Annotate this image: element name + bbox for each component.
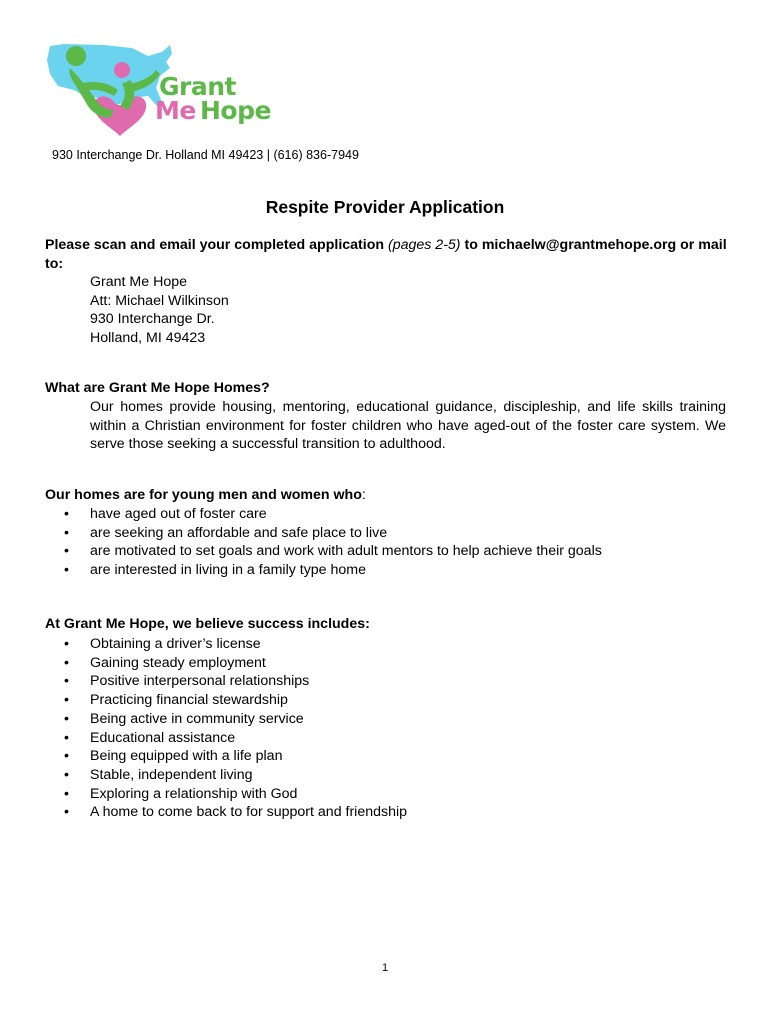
list-item-text: are seeking an affordable and safe place to live — [90, 524, 388, 541]
list-item — [64, 803, 407, 822]
list-item-text: Stable, independent living — [90, 766, 253, 783]
bullet-icon: • — [64, 506, 69, 522]
who-heading-colon: : — [361, 487, 366, 503]
list-item-text: Obtaining a driver’s license — [90, 636, 261, 652]
success-heading: At Grant Me Hope, we believe success includes: — [45, 616, 370, 632]
bullet-icon: • — [64, 543, 69, 560]
list-item-text: Being active in community service — [90, 710, 304, 727]
list-item — [64, 524, 602, 543]
list-item-text: Educational assistance — [90, 729, 236, 746]
homes-description: Our homes provide housing, mentoring, educational guidance, discipleship, and life skills training within a Christian environment for foster children who have aged-out of the foster care system. We serve those seeking a successful transition to adulthood. — [90, 399, 726, 452]
instructions-text-start: Please scan and email your completed application — [45, 237, 388, 253]
list-item-text: A home to come back to for support and friendship — [90, 804, 408, 821]
submission-instructions — [45, 236, 735, 273]
bullet-icon: • — [64, 748, 69, 765]
list-item — [64, 710, 407, 729]
organization-address: 930 Interchange Dr. Holland MI 49423 | (616) 836-7949 — [52, 148, 359, 162]
list-item — [64, 691, 407, 710]
homes-heading: What are Grant Me Hope Homes? — [45, 380, 270, 396]
bullet-icon: • — [64, 710, 69, 727]
bullet-icon: • — [64, 654, 69, 671]
bullet-icon: • — [64, 766, 69, 783]
who-list — [64, 505, 602, 580]
bullet-icon: • — [64, 562, 69, 579]
list-item-text: Exploring a relationship with God — [90, 785, 298, 802]
list-item — [64, 785, 407, 804]
who-heading-text: Our homes are for young men and women who — [45, 487, 362, 503]
logo-word-grant: Grant — [159, 72, 236, 101]
list-item — [64, 561, 602, 580]
list-item-text: are interested in living in a family type home — [90, 562, 367, 579]
page-number: 1 — [381, 962, 389, 974]
list-item-text: are motivated to set goals and work with adult mentors to help achieve their goals — [90, 543, 602, 560]
instructions-pages: (pages 2-5) — [387, 237, 461, 253]
list-item — [64, 766, 407, 785]
bullet-icon: • — [64, 636, 69, 652]
list-item-text: Being equipped with a life plan — [90, 748, 283, 765]
list-item-text: Gaining steady employment — [90, 654, 266, 671]
list-item — [64, 654, 407, 673]
bullet-icon: • — [64, 804, 69, 821]
list-item — [64, 635, 407, 654]
list-item — [64, 729, 407, 748]
bullet-icon: • — [64, 692, 69, 709]
list-item — [64, 672, 407, 691]
mailing-address-line: Holland, MI 49423 — [90, 329, 206, 346]
list-item-text: Practicing financial stewardship — [90, 692, 288, 709]
list-item — [64, 505, 602, 524]
bullet-icon: • — [64, 673, 69, 690]
mailing-address-line: 930 Interchange Dr. — [90, 311, 215, 327]
success-list — [64, 635, 407, 822]
mailing-address-line: Grant Me Hope — [90, 274, 187, 290]
list-item — [64, 542, 602, 561]
bullet-icon: • — [64, 785, 69, 802]
list-item — [64, 747, 407, 766]
logo-word-hope: Hope — [200, 96, 271, 125]
instructions-text-end: to michaelw@grantmehope.org or mail to: — [45, 237, 727, 272]
list-item-text: have aged out of foster care — [90, 506, 267, 522]
bullet-icon: • — [64, 729, 69, 746]
mailing-address — [90, 273, 229, 347]
mailing-address-line: Att: Michael Wilkinson — [90, 292, 229, 309]
page-title: Respite Provider Application — [265, 197, 505, 217]
bullet-icon: • — [64, 524, 69, 541]
who-heading — [45, 487, 366, 503]
logo-word-me: Me — [155, 96, 196, 125]
list-item-text: Positive interpersonal relationships — [90, 673, 310, 690]
